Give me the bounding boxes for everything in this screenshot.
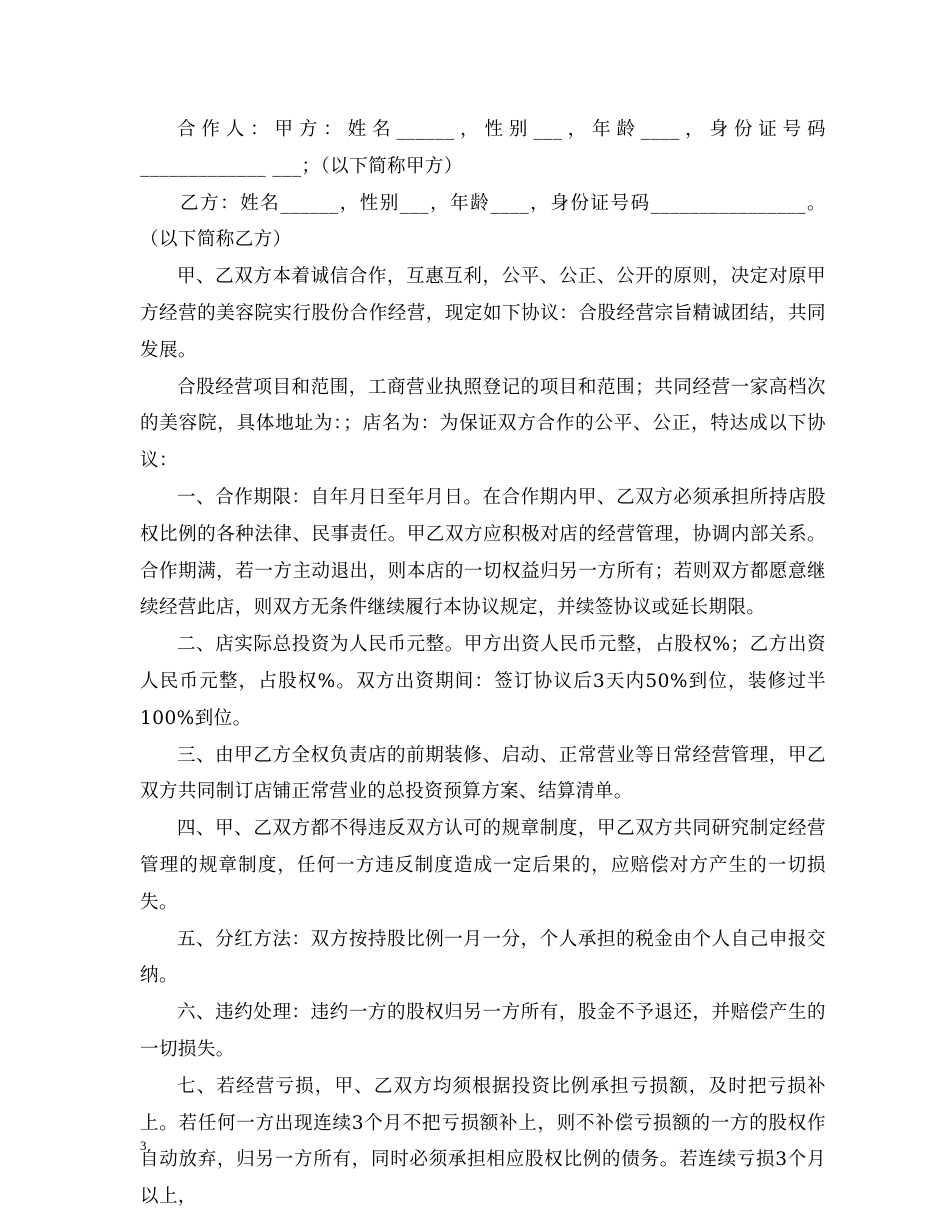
paragraph-scope: 合股经营项目和范围，工商营业执照登记的项目和范围；共同经营一家高档次的美容院，具体地址为：；店名为：为保证双方合作的公平、公正，特达成以下协议： — [140, 376, 826, 472]
paragraph-clause-6: 六、违约处理：违约一方的股权归另一方所有，股金不予退还，并赔偿产生的一切损失。 — [140, 1002, 826, 1060]
paragraph-partner-b: 乙方：姓名______，性别___，年龄____，身份证号码________________。（以下简称乙方） — [140, 192, 826, 251]
paragraph-clause-4: 四、甲、乙双方都不得违反双方认可的规章制度，甲乙双方共同研究制定经营管理的规章制度，任何一方违反制度造成一定后果的，应赔偿对方产生的一切损失。 — [140, 818, 826, 913]
paragraph-clause-7: 七、若经营亏损，甲、乙双方均须根据投资比例承担亏损额，及时把亏损补上。若任何一方出现连续3个月不把亏损额补上，则不补偿亏损额的一方的股权作自动放弃，归另一方所有，同时必须承担相应股权比例的债务。若连续亏损3个月以上， — [140, 1075, 826, 1208]
paragraph-clause-2: 二、店实际总投资为人民币元整。甲方出资人民币元整，占股权%；乙方出资人民币元整，占股权%。双方出资期间：签订协议后3天内50%到位，装修过半100%到位。 — [140, 634, 826, 729]
document-body — [140, 112, 826, 1216]
paragraph-clause-3: 三、由甲乙方全权负责店的前期装修、启动、正常营业等日常经营管理，甲乙双方共同制订店铺正常营业的总投资预算方案、结算清单。 — [140, 744, 826, 803]
paragraph-clause-5: 五、分红方法：双方按持股比例一月一分，个人承担的税金由个人自己申报交纳。 — [140, 928, 826, 987]
paragraph-partner-a: 合作人：甲方：姓名______，性别___，年龄____，身份证号码_____________ ___；（以下简称甲方） — [140, 119, 826, 177]
paragraph-intro: 甲、乙双方本着诚信合作，互惠互利，公平、公正、公开的原则，决定对原甲方经营的美容院实行股份合作经营，现定如下协议：合股经营宗旨精诚团结，共同发展。 — [140, 266, 826, 361]
paragraph-clause-1: 一、合作期限：自年月日至年月日。在合作期内甲、乙双方必须承担所持店股权比例的各种法律、民事责任。甲乙双方应积极对店的经营管理，协调内部关系。合作期满，若一方主动退出，则本店的一切权益归另一方所有；若则双方都愿意继续经营此店，则双方无条件继续履行本协议规定，并续签协议或延长期限。 — [140, 486, 826, 619]
page-number: 3 — [140, 1138, 147, 1153]
